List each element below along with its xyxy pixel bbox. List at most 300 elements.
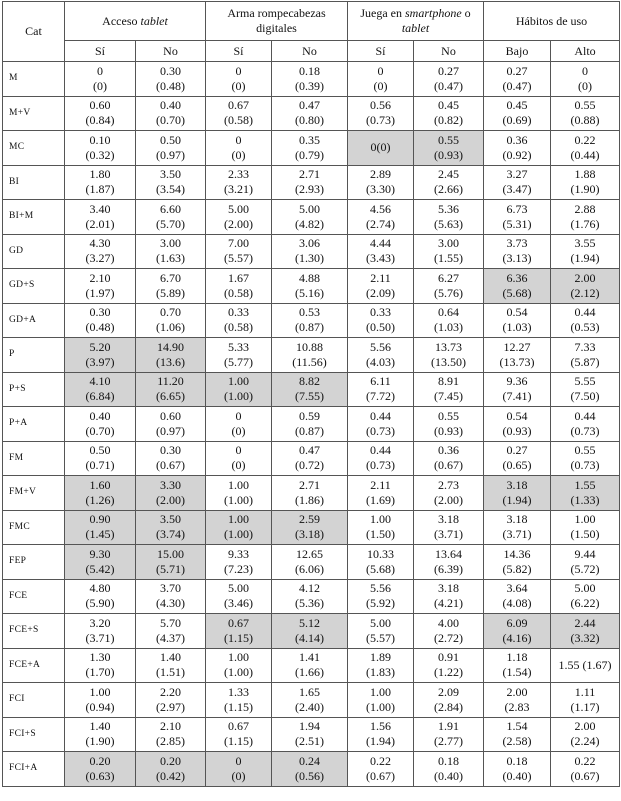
value-cell [484,614,551,649]
category-label: GD [3,234,65,269]
sd-value: (1.00) [366,699,395,714]
sd-value: (0.47) [502,78,532,93]
category-label: FCE+S [3,614,65,649]
value-cell [348,372,414,407]
value-cell [348,62,414,97]
value-cell [414,752,484,787]
sd-value: (0.53) [570,320,600,335]
mean-value: 0.27 [506,443,528,458]
sd-value: (5.77) [224,354,253,369]
mean-value: 3.73 [506,236,528,251]
mean-value: 0.40 [89,408,111,423]
sd-value: (0.73) [366,423,395,438]
table-row [3,407,620,442]
sd-value: (0.67) [570,768,600,783]
sd-value: (3.27) [85,251,115,266]
table-row [3,614,620,649]
sd-value: (0.72) [295,458,324,473]
category-label: FCI [3,683,65,718]
value-cell [348,407,414,442]
sd-value: (13.73) [499,354,535,369]
mean-value: 2.89 [370,167,391,182]
mean-value: 5.36 [438,201,459,216]
category-label: M+V [3,96,65,131]
sd-value: (5.89) [156,285,185,300]
mean-value: 9.30 [89,546,111,561]
value-cell [272,234,348,269]
value-cell [65,717,136,752]
value-cell [272,200,348,235]
value-cell [136,338,206,373]
value-cell [348,648,414,683]
value-cell [348,200,414,235]
value-cell [551,476,620,511]
sd-value: (1.06) [156,320,185,335]
sd-value: (5.57) [366,630,395,645]
value-cell [272,614,348,649]
value-cell [272,62,348,97]
sd-value: (5.63) [434,216,463,231]
sd-value: (7.50) [570,389,600,404]
value-cell [272,648,348,683]
mean-value: 0.20 [89,753,111,768]
mean-value: 6.60 [160,201,181,216]
mean-value: 0.44 [574,305,596,320]
sub-header: No [414,41,484,62]
value-cell [348,614,414,649]
sd-value: (1.26) [85,492,115,507]
mean-value: 10.33 [367,546,394,561]
mean-value: 1.00 [228,650,249,665]
mean-value: 0.22 [574,132,596,147]
sd-value: (0.70) [85,423,115,438]
value-cell [136,683,206,718]
value-cell [414,648,484,683]
sd-value: (7.72) [366,389,395,404]
value-cell [136,62,206,97]
sd-value: (2.66) [434,182,463,197]
sd-value: (3.32) [570,630,600,645]
sd-value: (1.55) [434,251,463,266]
sd-value: (5.87) [570,354,600,369]
value-cell [272,131,348,166]
sd-value: (3.71) [85,630,115,645]
mean-value: 1.94 [299,719,320,734]
mean-value: 0.24 [299,753,320,768]
value-cell [348,269,414,304]
mean-value: 5.20 [89,339,111,354]
mean-value: 2.11 [370,477,391,492]
value-cell [414,545,484,580]
mean-value: 0.44 [370,443,391,458]
sd-value: (1.33) [570,492,600,507]
mean-value: 0.18 [299,63,320,78]
sd-value: (2.00) [434,492,463,507]
mean-value: 0.47 [299,98,320,113]
value-cell [484,338,551,373]
sd-value: (4.08) [502,596,532,611]
mean-value: 6.73 [506,201,528,216]
mean-value: 5.70 [160,615,181,630]
mean-value: 0.18 [438,753,459,768]
sd-value: (1.00) [224,665,253,680]
sd-value: (0.97) [156,147,185,162]
cat-header: Cat [3,2,65,62]
sd-value: (0.79) [295,147,324,162]
value-cell [414,62,484,97]
mean-value: 1.89 [370,650,391,665]
sd-value: (0.88) [570,113,600,128]
value-cell [206,510,272,545]
value-cell [136,476,206,511]
mean-value: 0 [97,63,103,78]
sd-value: (0.97) [156,423,185,438]
mean-value: 1.00 [370,512,391,527]
value-cell [348,510,414,545]
mean-value: 3.27 [506,167,528,182]
value-cell [206,96,272,131]
value-cell [272,476,348,511]
value-cell [65,96,136,131]
value-cell [136,579,206,614]
mean-value: 0.45 [506,98,528,113]
mean-value: 1.18 [506,650,528,665]
mean-value: 3.30 [160,477,181,492]
sd-value: (1.83) [366,665,395,680]
value-cell [348,441,414,476]
value-cell [551,234,620,269]
sd-value: (2.97) [156,699,185,714]
group-header-italic: smartphone [405,6,462,20]
value-cell [414,303,484,338]
value-cell [484,62,551,97]
mean-value: 7.00 [228,236,249,251]
sd-value: (0.71) [85,458,115,473]
sd-value: (0) [231,768,246,783]
mean-value: 5.56 [370,339,391,354]
mean-value: 1.91 [438,719,459,734]
mean-value: 3.70 [160,581,181,596]
mean-value: 6.70 [160,270,181,285]
value-cell [484,579,551,614]
sd-value: (4.37) [156,630,185,645]
value-cell [551,441,620,476]
sd-value: (11.56) [292,354,327,369]
mean-value: 2.10 [89,270,111,285]
sd-value: (1.03) [434,320,463,335]
mean-value: 0.10 [89,132,111,147]
mean-value: 1.60 [89,477,111,492]
value-cell [551,62,620,97]
value-cell [414,476,484,511]
category-label: P+A [3,407,65,442]
mean-value: 2.10 [160,719,181,734]
value-cell [484,717,551,752]
value-cell [484,269,551,304]
value-cell [348,717,414,752]
sd-value: (1.17) [570,699,600,714]
mean-value: 0.64 [438,305,459,320]
mean-value: 1.00 [228,512,249,527]
mean-value: 0.47 [299,443,320,458]
group-header-italic: tablet [140,13,168,28]
mean-value: 1.65 [299,684,320,699]
value-cell [206,441,272,476]
sd-value: (2.00) [224,216,253,231]
sd-value: (1.87) [85,182,115,197]
value-cell [206,476,272,511]
value-cell [65,545,136,580]
sd-value: (6.06) [295,561,324,576]
value-cell [65,372,136,407]
sub-header: Bajo [484,41,551,62]
value-cell [272,303,348,338]
sd-value: (0.93) [434,423,463,438]
category-label: BI+M [3,200,65,235]
sd-value: (5.90) [85,596,115,611]
mean-value: 8.82 [299,374,320,389]
mean-value: 1.56 [370,719,391,734]
value-cell [65,579,136,614]
sd-value: (0.73) [570,423,600,438]
value-cell [206,372,272,407]
sd-value: (6.39) [434,561,463,576]
mean-value: 2.11 [370,270,391,285]
group-header-text: Acceso [102,13,141,28]
mean-value: 1.80 [89,167,111,182]
sd-value: (0.84) [85,113,115,128]
sd-value: (6.65) [156,389,185,404]
sd-value: (6.22) [570,596,600,611]
mean-value: 3.20 [89,615,111,630]
sd-value: (2.09) [366,285,395,300]
mean-value: 12.27 [503,339,531,354]
sd-value: (2.01) [85,216,115,231]
table-row [3,131,620,166]
mean-value: 0.30 [160,443,181,458]
sd-value: (3.18) [295,527,324,542]
value-cell [551,96,620,131]
value-cell [348,545,414,580]
table-row [3,372,620,407]
value-cell [206,303,272,338]
sub-header: Sí [348,41,414,62]
mean-value: 0 [377,63,384,78]
mean-value: 0(0) [370,140,391,155]
mean-value: 10.88 [296,339,323,354]
sd-value: (0.40) [434,768,463,783]
sd-value: (2.83 [504,699,530,714]
mean-value: 9.33 [228,546,249,561]
mean-value: 0.60 [89,98,111,113]
mean-value: 4.00 [438,615,459,630]
sd-value: (0.65) [502,458,532,473]
mean-value: 0 [235,408,242,423]
value-cell [551,165,620,200]
mean-value: 0 [582,63,589,78]
mean-value: 1.00 [228,374,249,389]
mean-value: 0.35 [299,132,320,147]
sd-value: (2.12) [570,285,600,300]
value-cell [65,131,136,166]
mean-value: 3.00 [438,236,459,251]
sd-value: (1.15) [224,699,253,714]
category-label: FEP [3,545,65,580]
value-cell [65,614,136,649]
value-cell [484,752,551,787]
mean-value: 3.55 [574,236,596,251]
mean-value: 0.40 [160,98,181,113]
value-cell [136,165,206,200]
category-label: MC [3,131,65,166]
value-cell [551,338,620,373]
sd-value: (3.74) [156,527,185,542]
table-row [3,648,620,683]
sd-value: (0.87) [295,423,324,438]
mean-value: 4.10 [89,374,111,389]
sd-value: (7.55) [295,389,324,404]
value-cell [484,441,551,476]
mean-value: 0.55 [574,443,596,458]
sd-value: (5.57) [224,251,253,266]
group-header-puzzles: Arma rompecabezas digitales [206,2,348,41]
sd-value: (1.66) [295,665,324,680]
group-header-habits: Hábitos de uso [484,2,620,41]
category-label: GD+A [3,303,65,338]
mean-value: 13.64 [435,546,462,561]
group-header-italic: tablet [401,21,430,35]
sd-value: (1.22) [434,665,463,680]
group-header-tablet [65,2,206,41]
mean-value: 2.20 [160,684,181,699]
sd-value: (3.47) [502,182,532,197]
sd-value: (0) [578,78,593,93]
sd-value: (0.93) [502,423,532,438]
mean-value: 0.33 [370,305,391,320]
sd-value: (0.92) [502,147,532,162]
results-table [2,1,620,787]
sd-value: (0.93) [434,147,463,162]
sd-value: (0.48) [85,320,115,335]
value-cell [136,717,206,752]
value-cell [551,614,620,649]
value-cell [551,683,620,718]
mean-value: 14.90 [157,339,184,354]
mean-value: 0.70 [160,305,181,320]
value-cell [136,303,206,338]
sd-value: (1.63) [156,251,185,266]
table-row [3,510,620,545]
mean-value: 0 [235,63,242,78]
mean-value: 1.00 [370,684,391,699]
sd-value: (1.50) [366,527,395,542]
mean-value: 5.33 [228,339,249,354]
sub-header: Sí [65,41,136,62]
mean-value: 5.00 [299,201,320,216]
sd-value: (1.51) [156,665,185,680]
value-cell [272,752,348,787]
mean-value: 0 [235,443,242,458]
table-row [3,62,620,97]
value-cell [206,200,272,235]
mean-value: 0.44 [574,408,596,423]
mean-value: 1.88 [574,167,596,182]
mean-value: 14.36 [503,546,531,561]
value-cell [206,614,272,649]
mean-value: 3.50 [160,512,181,527]
value-cell [136,372,206,407]
mean-value: 0 [235,753,242,768]
sd-value: (1.15) [224,630,253,645]
sd-value: (5.16) [295,285,324,300]
value-cell [551,131,620,166]
mean-value: 3.06 [299,236,320,251]
value-cell [348,752,414,787]
sd-value: (5.82) [502,561,532,576]
sub-header: Sí [206,41,272,62]
sd-value: (4.82) [295,216,324,231]
mean-value: 1.00 [574,512,596,527]
sd-value: (2.51) [295,734,324,749]
sd-value: (0.48) [156,78,185,93]
mean-value: 0.20 [160,753,181,768]
mean-value: 6.11 [370,374,391,389]
mean-value: 0.22 [574,753,596,768]
mean-value: 5.00 [228,581,249,596]
value-cell [414,717,484,752]
mean-value: 0.53 [299,305,320,320]
mean-value: 5.00 [370,615,391,630]
table-row [3,717,620,752]
sd-value: (2.24) [570,734,600,749]
value-cell [551,579,620,614]
value-cell [65,234,136,269]
sd-value: (1.94) [502,492,532,507]
sd-value: (1.90) [85,734,115,749]
value-cell [206,579,272,614]
value-cell [551,717,620,752]
sd-value: (1.15) [224,734,253,749]
value-cell [65,165,136,200]
sd-value: (0.67) [366,768,395,783]
mean-value: 0.55 [438,132,459,147]
mean-value: 2.00 [574,719,596,734]
sd-value: (1.54) [502,665,532,680]
sd-value: (3.46) [224,596,253,611]
sd-value: (4.03) [366,354,395,369]
value-cell [136,614,206,649]
mean-value: 5.56 [370,581,391,596]
value-cell [136,269,206,304]
value-cell [551,510,620,545]
value-cell [348,234,414,269]
value-cell [414,131,484,166]
sd-value: (0.40) [502,768,532,783]
value-cell [136,407,206,442]
value-cell [136,441,206,476]
value-cell [136,648,206,683]
mean-value: 1.00 [228,477,249,492]
sd-value: (5.76) [434,285,463,300]
sd-value: (5.70) [156,216,185,231]
sd-value: (0.69) [502,113,532,128]
category-label: BI [3,165,65,200]
sd-value: (4.16) [502,630,532,645]
mean-value: 2.33 [228,167,249,182]
mean-value: 1.40 [89,719,111,734]
value-cell [65,476,136,511]
value-cell [414,338,484,373]
